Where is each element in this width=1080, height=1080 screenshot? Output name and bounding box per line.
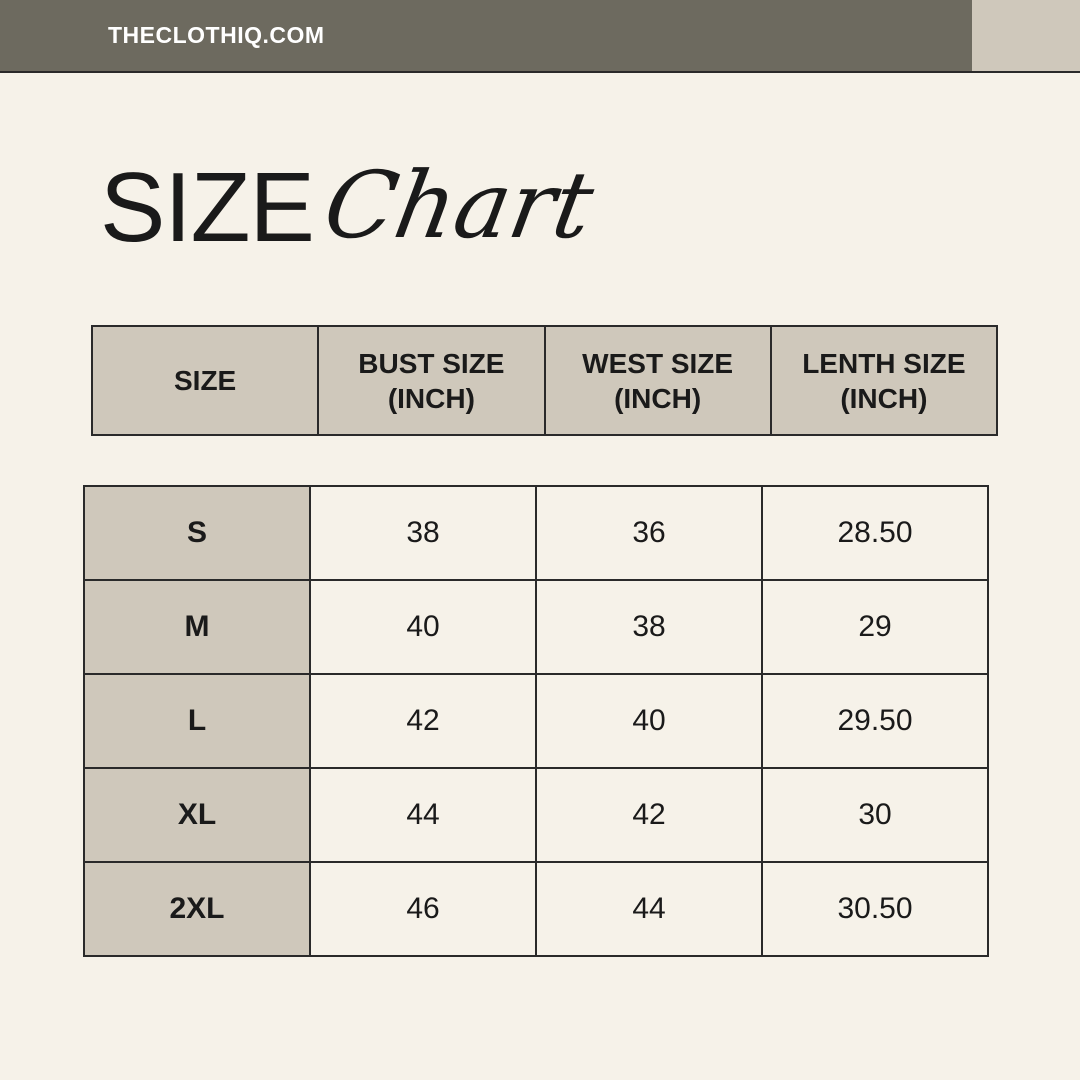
size-cell: L	[84, 674, 310, 768]
table-row	[84, 486, 988, 580]
size-cell: M	[84, 580, 310, 674]
top-bar-accent	[972, 0, 1080, 72]
header-west-label: WEST SIZE	[582, 347, 734, 379]
header-length-unit: (INCH)	[840, 382, 928, 414]
table-row	[84, 768, 988, 862]
size-cell: 2XL	[84, 862, 310, 956]
size-chart-header	[91, 325, 998, 436]
bust-cell: 46	[310, 862, 536, 956]
header-size-label: SIZE	[174, 365, 237, 396]
header-bust-label: BUST SIZE	[358, 347, 505, 379]
west-cell: 38	[536, 580, 762, 674]
length-cell: 30	[762, 768, 988, 862]
table-row	[84, 674, 988, 768]
top-bar-divider	[0, 71, 1080, 73]
west-cell: 42	[536, 768, 762, 862]
length-cell: 28.50	[762, 486, 988, 580]
length-cell: 29	[762, 580, 988, 674]
table-row	[84, 862, 988, 956]
west-cell: 36	[536, 486, 762, 580]
west-cell: 40	[536, 674, 762, 768]
header-size	[92, 326, 318, 435]
header-bust	[318, 326, 544, 435]
size-cell: S	[84, 486, 310, 580]
size-cell: XL	[84, 768, 310, 862]
page-title	[100, 146, 601, 262]
bust-cell: 42	[310, 674, 536, 768]
bust-cell: 44	[310, 768, 536, 862]
table-row	[84, 580, 988, 674]
west-cell: 44	[536, 862, 762, 956]
length-cell: 30.50	[762, 862, 988, 956]
brand-name: THECLOTHIQ.COM	[108, 22, 325, 48]
bust-cell: 40	[310, 580, 536, 674]
title-script: Chart	[316, 152, 601, 259]
header-length-label: LENTH SIZE	[802, 347, 966, 379]
header-bust-unit: (INCH)	[387, 382, 475, 414]
bust-cell: 38	[310, 486, 536, 580]
header-row	[92, 326, 997, 435]
length-cell: 29.50	[762, 674, 988, 768]
header-west	[545, 326, 771, 435]
header-length	[771, 326, 997, 435]
header-west-unit: (INCH)	[614, 382, 702, 414]
title-main: SIZE	[100, 152, 314, 262]
size-chart-table	[83, 485, 989, 957]
